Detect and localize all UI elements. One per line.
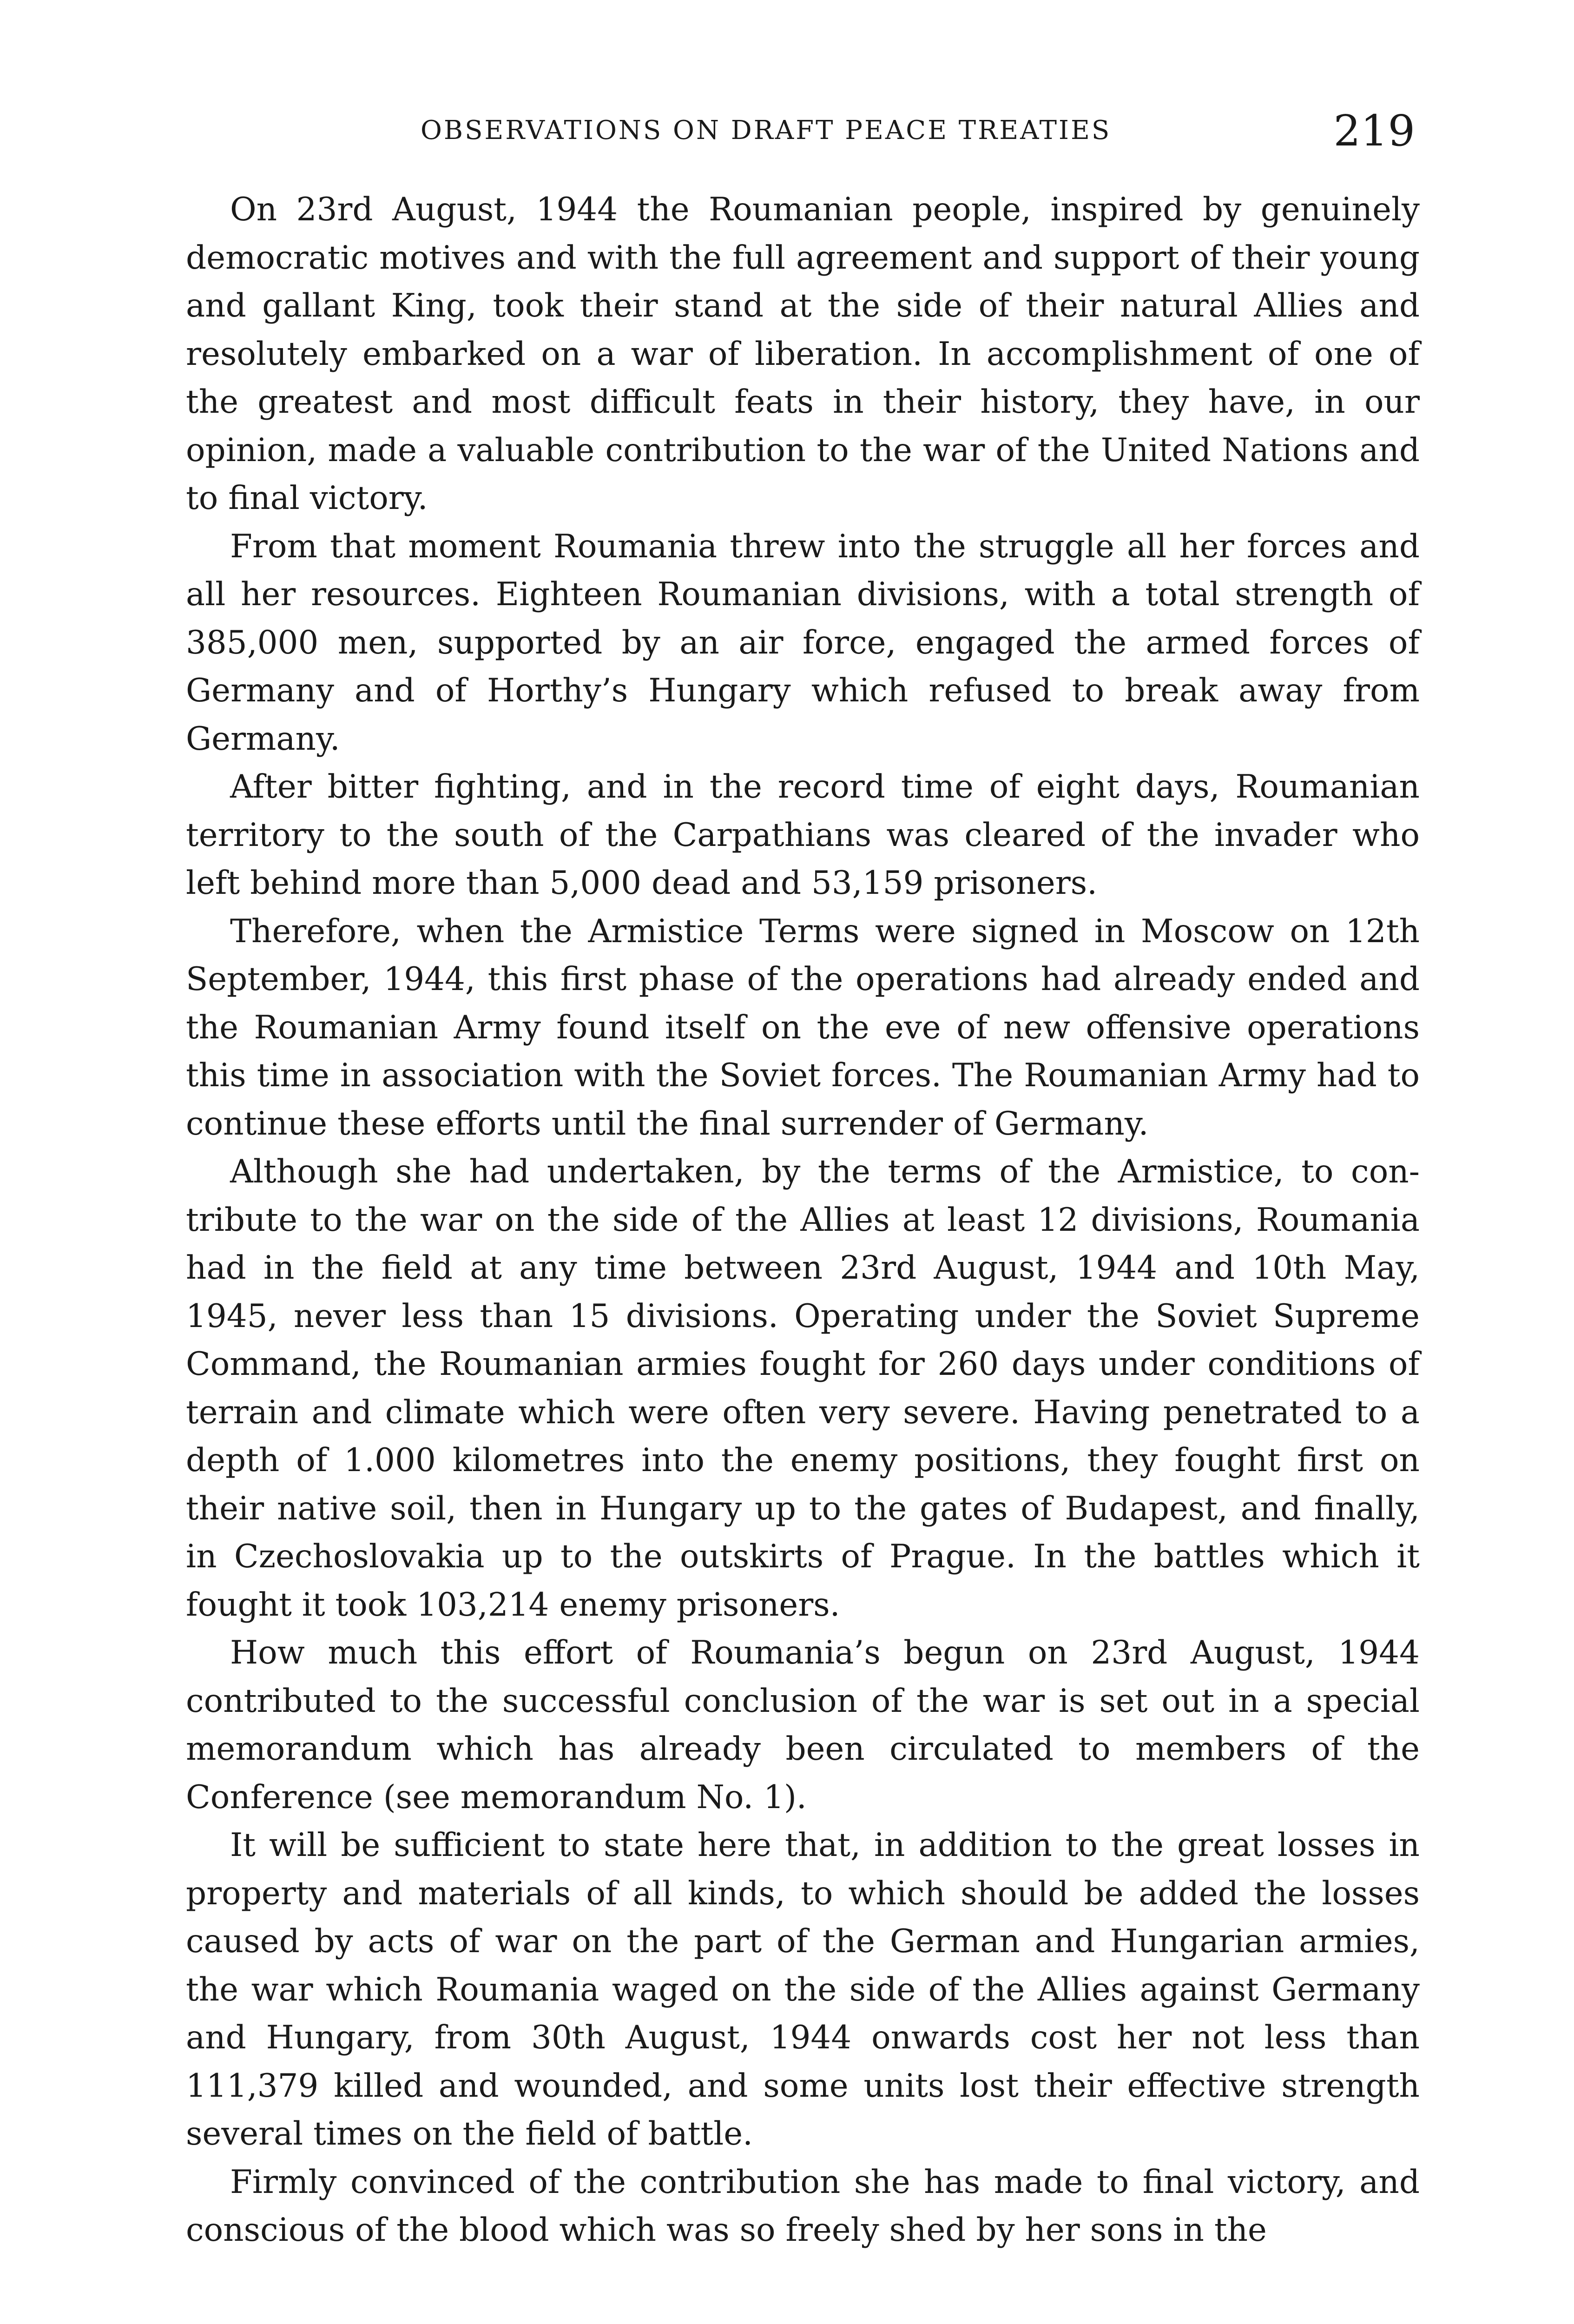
paragraph-3: After bitter fighting, and in the record time of eight days, Roumanian territory to the south of the Carpathians was cleared of the invader who left behind more than 5,000 dead and 53,159 prisoners. [186,768,1420,902]
running-title: OBSERVATIONS ON DRAFT PEACE TREATIES [421,115,1112,145]
body-text [186,186,1420,2255]
paragraph-7: It will be sufficient to state here that, in addition to the great losses in property and materials of all kinds, to which should be added the losses caused by acts of war on the part of the German and Hungarian armies, the war which Roumania waged on the side of the Allies against Germany and Hungary, from 30th August, 1944 onwards cost her not less than 111,379 killed and wounded, and some units lost their effective strength several times on the field of battle. [186,1827,1420,2152]
page-number: 219 [1333,106,1415,156]
paragraph-1: On 23rd August, 1944 the Roumanian people, inspired by genuinely democratic motives and with the full agreement and support of their young and gallant King, took their stand at the side of their natural Allies and resolutely embarked on a war of liberation. In accomplishment of one of the greatest and most difficult feats in their history, they have, in our opinion, made a valuable contribution to the war of the United Nations and to final victory. [186,191,1420,517]
paragraph-4: Therefore, when the Armistice Terms were signed in Moscow on 12th September, 1944, this first phase of the operations had already ended and the Roumanian Army found itself on the eve of new offensive operations this time in association with the Soviet forces. The Roumanian Army had to continue these efforts until the final surrender of Germany. [186,912,1420,1142]
running-head [188,106,1415,162]
paragraph-8: Firmly convinced of the contribution she has made to final victory, and conscious of the blood which was so freely shed by her sons in the [186,2163,1420,2249]
paragraph-2: From that moment Roumania threw into the struggle all her forces and all her resources. Eighteen Roumanian divisions, with a total strength of 385,000 men, supported by an air force, engaged the armed forces of Germany and of Horthy’s Hungary which refused to break away from Germany. [186,528,1420,758]
paragraph-6: How much this effort of Roumania’s begun on 23rd August, 1944 contributed to the successful conclusion of the war is set out in a special memorandum which has already been circulated to members of the Conference (see memorandum No. 1). [186,1634,1420,1816]
paragraph-5: Although she had undertaken, by the terms of the Armistice, to contribute to the war on the side of the Allies at least 12 divisions, Roumania had in the field at any time between 23rd August, 1944 and 10th May, 1945, never less than 15 divisions. Operating under the Soviet Supreme Command, the Roumanian armies fought for 260 days under conditions of terrain and climate which were often very severe. Having penetrated to a depth of 1.000 kilometres into the enemy positions, they fought first on their native soil, then in Hungary up to the gates of Budapest, and finally, in Czechoslovakia up to the outskirts of Prague. In the battles which it fought it took 103,214 enemy prisoners. [186,1153,1420,1624]
